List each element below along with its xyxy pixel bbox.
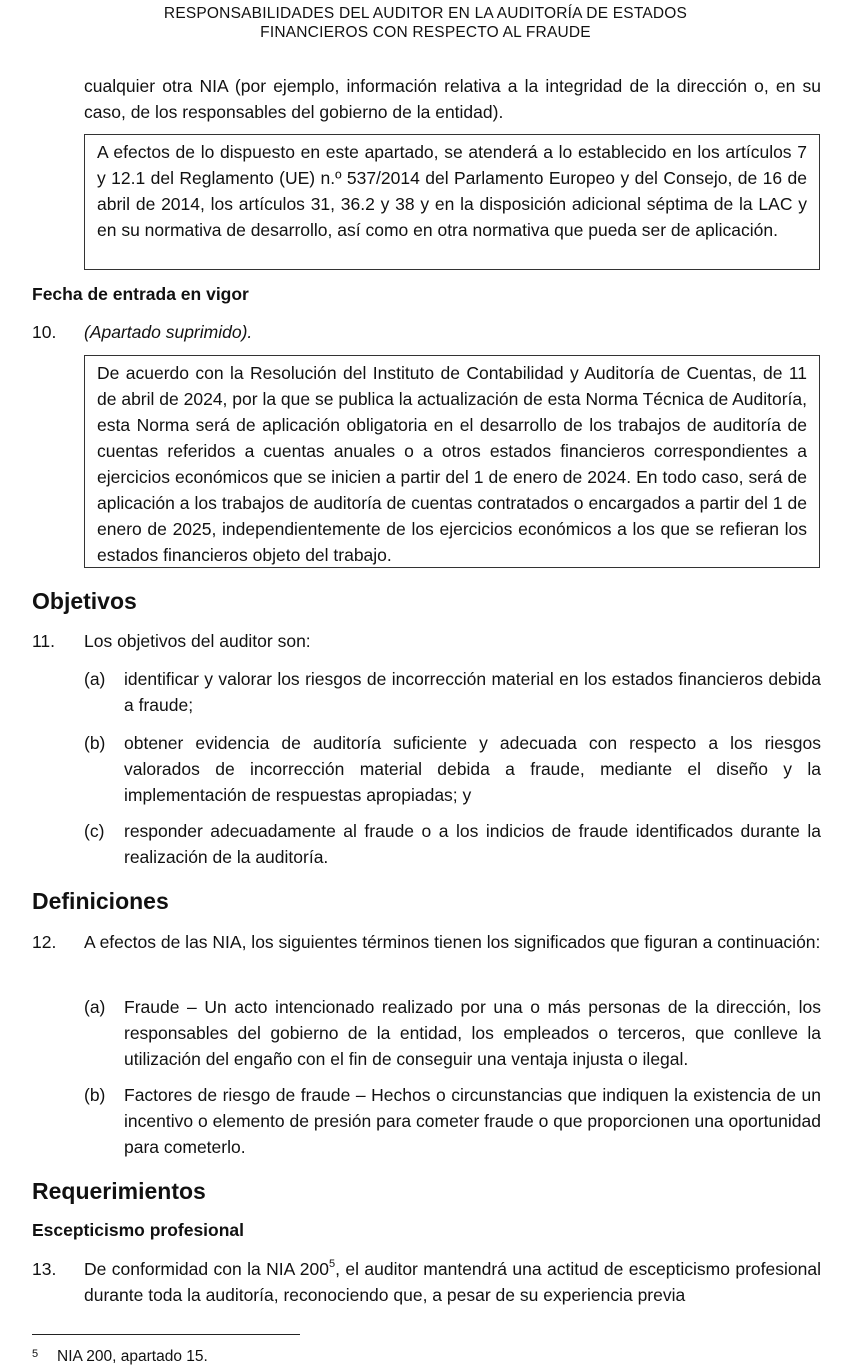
list-item-text: Factores de riesgo de fraude – Hechos o circunstancias que indiquen la existencia de un incentivo o elemento de presión para cometer fraude o que proporcionen una oportunidad para cometerlo. [124,1085,821,1157]
para-13-text-before: De conformidad con la NIA 200 [84,1259,329,1279]
para-12-text: A efectos de las NIA, los siguientes términos tienen los significados que figuran a continuación: [84,932,821,952]
list-item-text: responder adecuadamente al fraude o a los indicios de fraude identificados durante la realización de la auditoría. [124,821,821,867]
para-10-text: (Apartado suprimido). [84,322,253,342]
note-box-2: De acuerdo con la Resolución del Instituto de Contabilidad y Auditoría de Cuentas, de 11 de abril de 2024, por la que se publica la actualización de esta Norma Técnica de Auditoría, esta Norma será de aplicación obligatoria en el desarrollo de los trabajos de auditoría de cuentas referidos a cuentas anuales o a otros estados financieros correspondientes a ejercicios económicos que se inicien a partir del 1 de enero de 2024. En todo caso, será de aplicación a los trabajos de auditoría de cuentas contratados o encargados a partir del 1 de enero de 2025, independientemente de los ejercicios económicos a los que se refieran los estados financieros objeto del trabajo. [84,355,820,568]
heading-definiciones: Definiciones [32,888,169,914]
list-item-label: (b) [84,733,106,753]
footnote-separator [32,1334,300,1335]
para-11-number: 11. [32,631,56,651]
list-item-label: (c) [84,821,105,841]
heading-objetivos: Objetivos [32,588,137,614]
para-13-text [84,1256,821,1308]
para-13-text-after: , el auditor mantendrá una actitud de escepticismo profesional durante toda la auditoría, reconociendo que, a pesar de su experiencia previa [84,1259,821,1305]
para-13-number: 13. [32,1259,57,1279]
list-item-label: (a) [84,997,106,1017]
para-11-text: Los objetivos del auditor son: [84,631,311,651]
footnote-reference[interactable]: 5 [328,1258,336,1271]
list-item-text: identificar y valorar los riesgos de incorrección material en los estados financieros debida a fraude; [124,669,821,715]
intro-paragraph: cualquier otra NIA (por ejemplo, información relativa a la integridad de la dirección o, en su caso, de los responsables del gobierno de la entidad). [84,76,821,122]
header-line-2: FINANCIEROS CON RESPECTO AL FRAUDE [260,24,591,41]
note-box-1: A efectos de lo dispuesto en este apartado, se atenderá a lo establecido en los artículos 7 y 12.1 del Reglamento (UE) n.º 537/2014 del Parlamento Europeo y del Consejo, de 16 de abril de 2014, los artículos 31, 36.2 y 38 y en la disposición adicional séptima de la LAC y en su normativa de desarrollo, así como en otra normativa que pueda ser de aplicación. [84,134,820,270]
heading-requerimientos: Requerimientos [32,1178,206,1204]
section-heading-fecha: Fecha de entrada en vigor [32,284,249,304]
footnote-text: NIA 200, apartado 15. [57,1348,208,1365]
list-item-label: (b) [84,1085,106,1105]
list-item-label: (a) [84,669,106,689]
list-item-text: obtener evidencia de auditoría suficiente y adecuada con respecto a los riesgos valorados de incorrección material debida a fraude, mediante el diseño y la implementación de respuestas apropiadas; y [124,733,821,805]
header-line-1: RESPONSABILIDADES DEL AUDITOR EN LA AUDITORÍA DE ESTADOS [163,5,688,22]
section-heading-escepticismo: Escepticismo profesional [32,1220,245,1240]
footnote-number: 5 [32,1348,39,1360]
list-item-text: Fraude – Un acto intencionado realizado por una o más personas de la dirección, los responsables del gobierno de la entidad, los empleados o terceros, que conlleve la utilización del engaño con el fin de conseguir una ventaja injusta o ilegal. [124,997,821,1069]
running-header [100,4,751,42]
para-10-number: 10. [32,322,57,342]
para-12-number: 12. [32,932,57,952]
